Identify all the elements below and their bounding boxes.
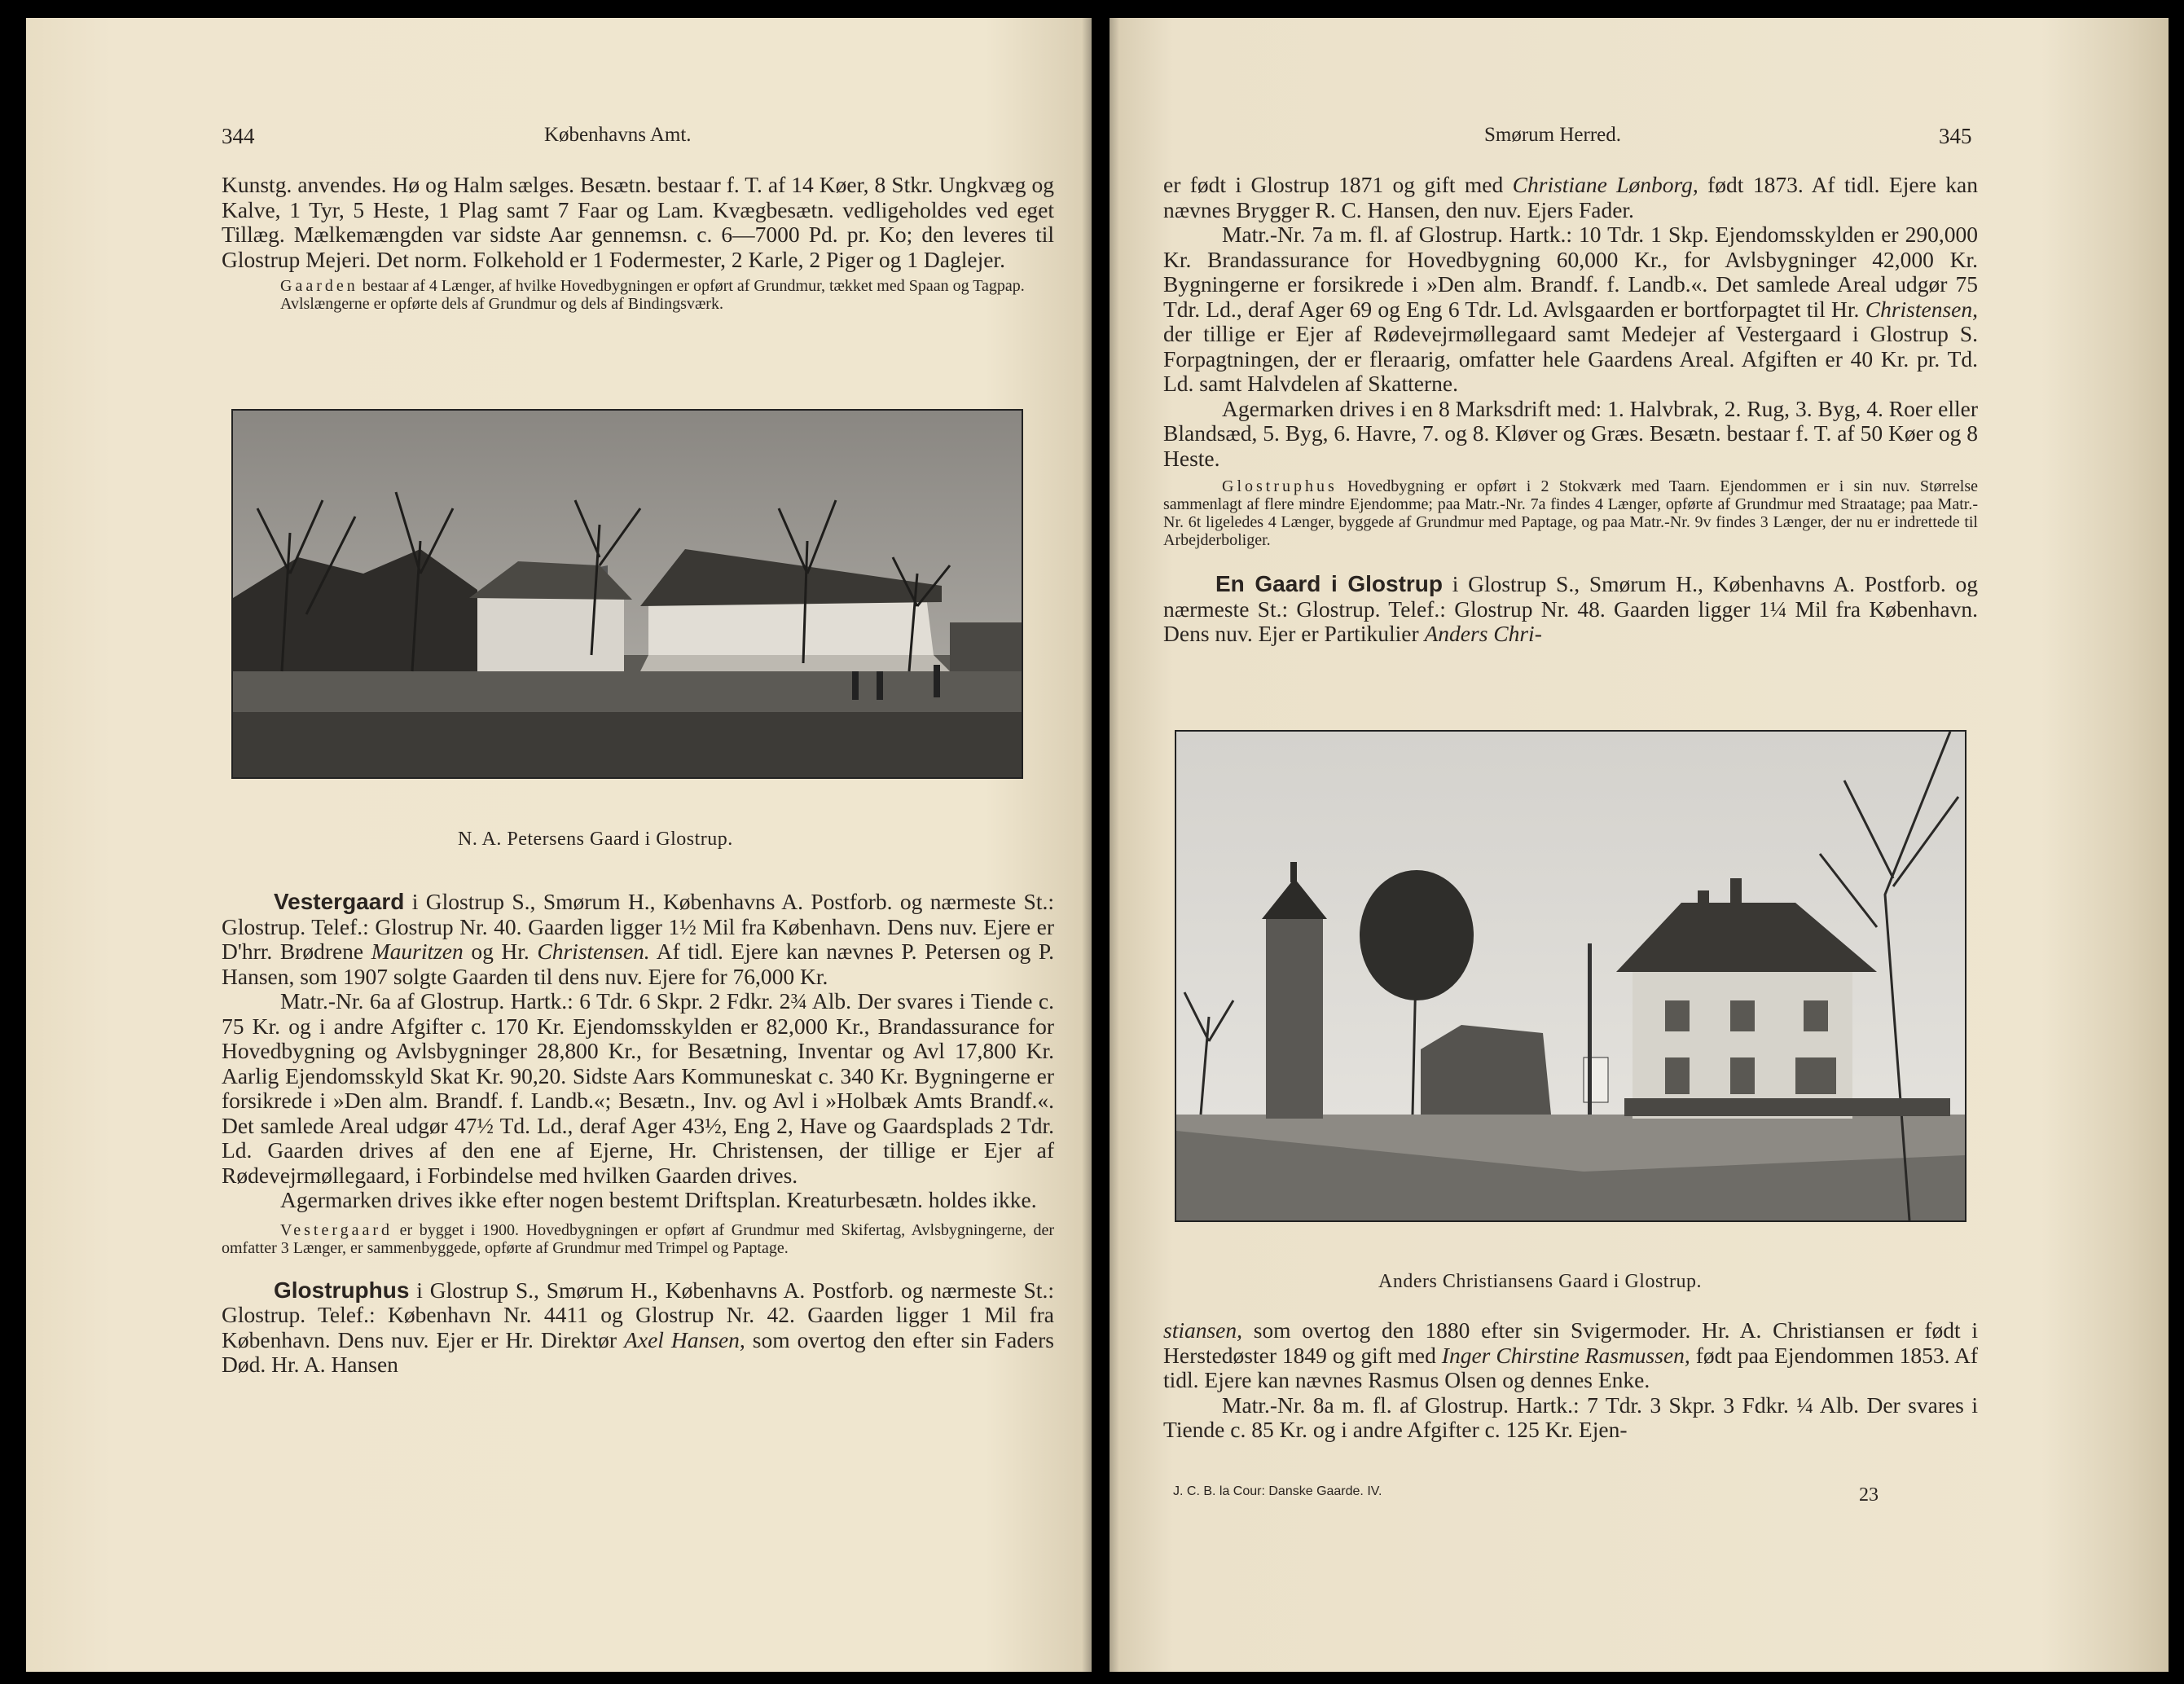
paragraph: er født i Glostrup 1871 og gift med Christiane Lønborg, født 1873. Af tidl. Ejere kan nævnes Brygger R. C. Hansen, den nuv. Ejers Fader. xyxy=(1163,172,1978,222)
paragraph: Matr.-Nr. 6a af Glostrup. Hartk.: 6 Tdr. 6 Skpr. 2 Fdkr. 2¾ Alb. Der svares i Tiende c. 75 Kr. og i andre Afgifter c. 170 Kr. Ejendomsskylden er 82,000 Kr., Brandassurance for Hovedbygning og Avlsbygninger 28,800 Kr., for Besætning, Inventar og Avl 17,800 Kr. Aarlig Ejendomsskyld Skat Kr. 90,20. Sidste Aars Kommuneskat c. 340 Kr. Bygningerne er forsikrede i »Den alm. Brandf. f. Landb.«; Besætn., Inv. og Avl i »Holbæk Amts Brandf.«. Det samlede Areal udgør 47½ Td. Ld., deraf Ager 43½, Eng 2, Have og Gaardsplads 2 Tdr. Ld. Gaarden drives af den ene af Ejerne, Hr. Christensen, der tillige er Ejer af Rødevejrmøllegaard, i Forbindelse med hvilken Gaarden drives. xyxy=(222,988,1054,1188)
left-page xyxy=(26,18,1092,1672)
paragraph: Agermarken drives ikke efter nogen bestemt Driftsplan. Kreaturbesætn. holdes ikke. xyxy=(280,1187,1037,1212)
paragraph: En Gaard i Glostrup i Glostrup S., Smørum H., Københavns A. Postforb. og nærmeste St.: Glostrup. Telef.: Glostrup Nr. 48. Gaarden ligger 1¼ Mil fra København. Dens nuv. Ejer er Partikulier Anders Chri- xyxy=(1163,571,1979,646)
signature-mark: 23 xyxy=(1859,1484,1879,1506)
text-block-bottom xyxy=(1163,1318,1978,1443)
page-number: 344 xyxy=(222,124,255,148)
paragraph: Matr.-Nr. 8a m. fl. af Glostrup. Hartk.: 7 Tdr. 3 Skpr. 3 Fdkr. ¼ Alb. Der svares i Tiende c. 85 Kr. og i andre Afgifter c. 125 Kr. Ejen- xyxy=(1163,1392,1978,1442)
text-block-top xyxy=(1163,173,1978,647)
paragraph: Glostruphus i Glostrup S., Smørum H., Københavns A. Postforb. og nærmeste St.: Glostrup. Telef.: København Nr. 4411 og Glostrup Nr. 42. Gaarden ligger 1 Mil fra København. Dens nuv. Ejer er Hr. Direktør Axel Hansen, som overtog den efter sin Faders Død. Hr. A. Hansen xyxy=(222,1277,1054,1377)
page-number: 345 xyxy=(1939,124,1972,148)
paragraph: Matr.-Nr. 7a m. fl. af Glostrup. Hartk.: 10 Tdr. 1 Skp. Ejendomsskylden er 290,000 Kr. Brandassurance for Hovedbygning 60,000 Kr., for Avlsbygninger 42,000 Kr. Bygningerne er forsikrede i »Den alm. Brandf. f. Landb.«. Det samlede Areal udgør 75 Tdr. Ld., deraf Ager 69 og Eng 6 Tdr. Ld. Avlsgaarden er bortforpagtet til Hr. Christensen, der tillige er Ejer af Rødevejrmøllegaard samt Medejer af Vestergaard i Glostrup S. Forpagtningen, der er fleraarig, omfatter hele Gaardens Areal. Afgiften er 40 Kr. pr. Td. Ld. samt Halvdelen af Skatterne. xyxy=(1163,222,1978,396)
right-page xyxy=(1110,18,2169,1672)
villa-photo xyxy=(1175,730,1966,1222)
small-note: Vestergaard er bygget i 1900. Hovedbygningen er opført af Grundmur med Skifertag, Avlsbygningerne, der omfatter 3 Længer, er sammenbyggede, opførte af Grundmur med Trimpel og Paptage. xyxy=(222,1220,1054,1257)
footer-left: J. C. B. la Cour: Danske Gaarde. IV. xyxy=(1173,1484,1382,1498)
paragraph: Kunstg. anvendes. Hø og Halm sælges. Besætn. bestaar f. T. af 14 Køer, 8 Stkr. Ungkvæg og Kalve, 1 Tyr, 5 Heste, 1 Plag samt 7 Faar og Lam. Kvægbesætn. vedligeholdes ved eget Tillæg. Mælkemængden var sidste Aar gennemsn. c. 6—7000 Pd. pr. Ko; den leveres til Glostrup Mejeri. Det norm. Folkehold er 1 Fodermester, 2 Karle, 2 Piger og 1 Daglejer. xyxy=(222,172,1054,272)
small-note: Avlslængerne er opførte dels af Grundmur og dels af Bindingsværk. xyxy=(280,295,723,313)
paragraph: Vestergaard i Glostrup S., Smørum H., Københavns A. Postforb. og nærmeste St.: Glostrup. Telef.: Glostrup Nr. 40. Gaarden ligger 1½ Mil fra København. Dens nuv. Ejere er D'hrr. Brødrene Mauritzen og Hr. Christensen. Af tidl. Ejere kan nævnes P. Petersen og P. Hansen, som 1907 solgte Gaarden til dens nuv. Ejere for 76,000 Kr. xyxy=(222,889,1055,989)
photo-caption: Anders Christiansens Gaard i Glostrup. xyxy=(1378,1271,1702,1292)
small-note: Glostruphus Hovedbygning er opført i 2 Stokværk med Taarn. Ejendommen er i sin nuv. Størrelse sammenlagt af flere mindre Ejendomme; paa Matr.-Nr. 7a findes 4 Længer, opførte af Grundmur med Straatage; paa Matr.-Nr. 6t ligeledes 4 Længer, byggede af Grundmur med Paptage, og paa Matr.-Nr. 9v findes 3 Længer, der nu er indrettede til Arbejderboliger. xyxy=(1163,477,1978,549)
paragraph: Agermarken drives i en 8 Marksdrift med: 1. Halvbrak, 2. Rug, 3. Byg, 4. Roer eller Blandsæd, 5. Byg, 6. Havre, 7. og 8. Kløver og Græs. Besætn. bestaar f. T. af 50 Køer og 8 Heste. xyxy=(1163,395,1978,471)
spine-shadow xyxy=(1110,18,1119,1672)
farm-photo xyxy=(231,409,1023,779)
paragraph: stiansen, som overtog den 1880 efter sin Svigermoder. Hr. A. Christiansen er født i Herstedøster 1849 og gift med Inger Chirstine Rasmussen, født paa Ejendommen 1853. Af tidl. Ejere kan nævnes Rasmus Olsen og dennes Enke. xyxy=(1163,1317,1978,1392)
text-block-vestergaard xyxy=(222,890,1054,1378)
small-note: Gaarden bestaar af 4 Længer, af hvilke Hovedbygningen er opført af Grundmur, tækket med Spaan og Tagpap. xyxy=(280,277,1025,295)
running-head: Smørum Herred. xyxy=(1484,124,1622,146)
running-head: Københavns Amt. xyxy=(544,124,692,146)
photo-caption: N. A. Petersens Gaard i Glostrup. xyxy=(458,829,733,850)
text-block-top xyxy=(222,173,1054,313)
spine-shadow xyxy=(1082,18,1092,1672)
